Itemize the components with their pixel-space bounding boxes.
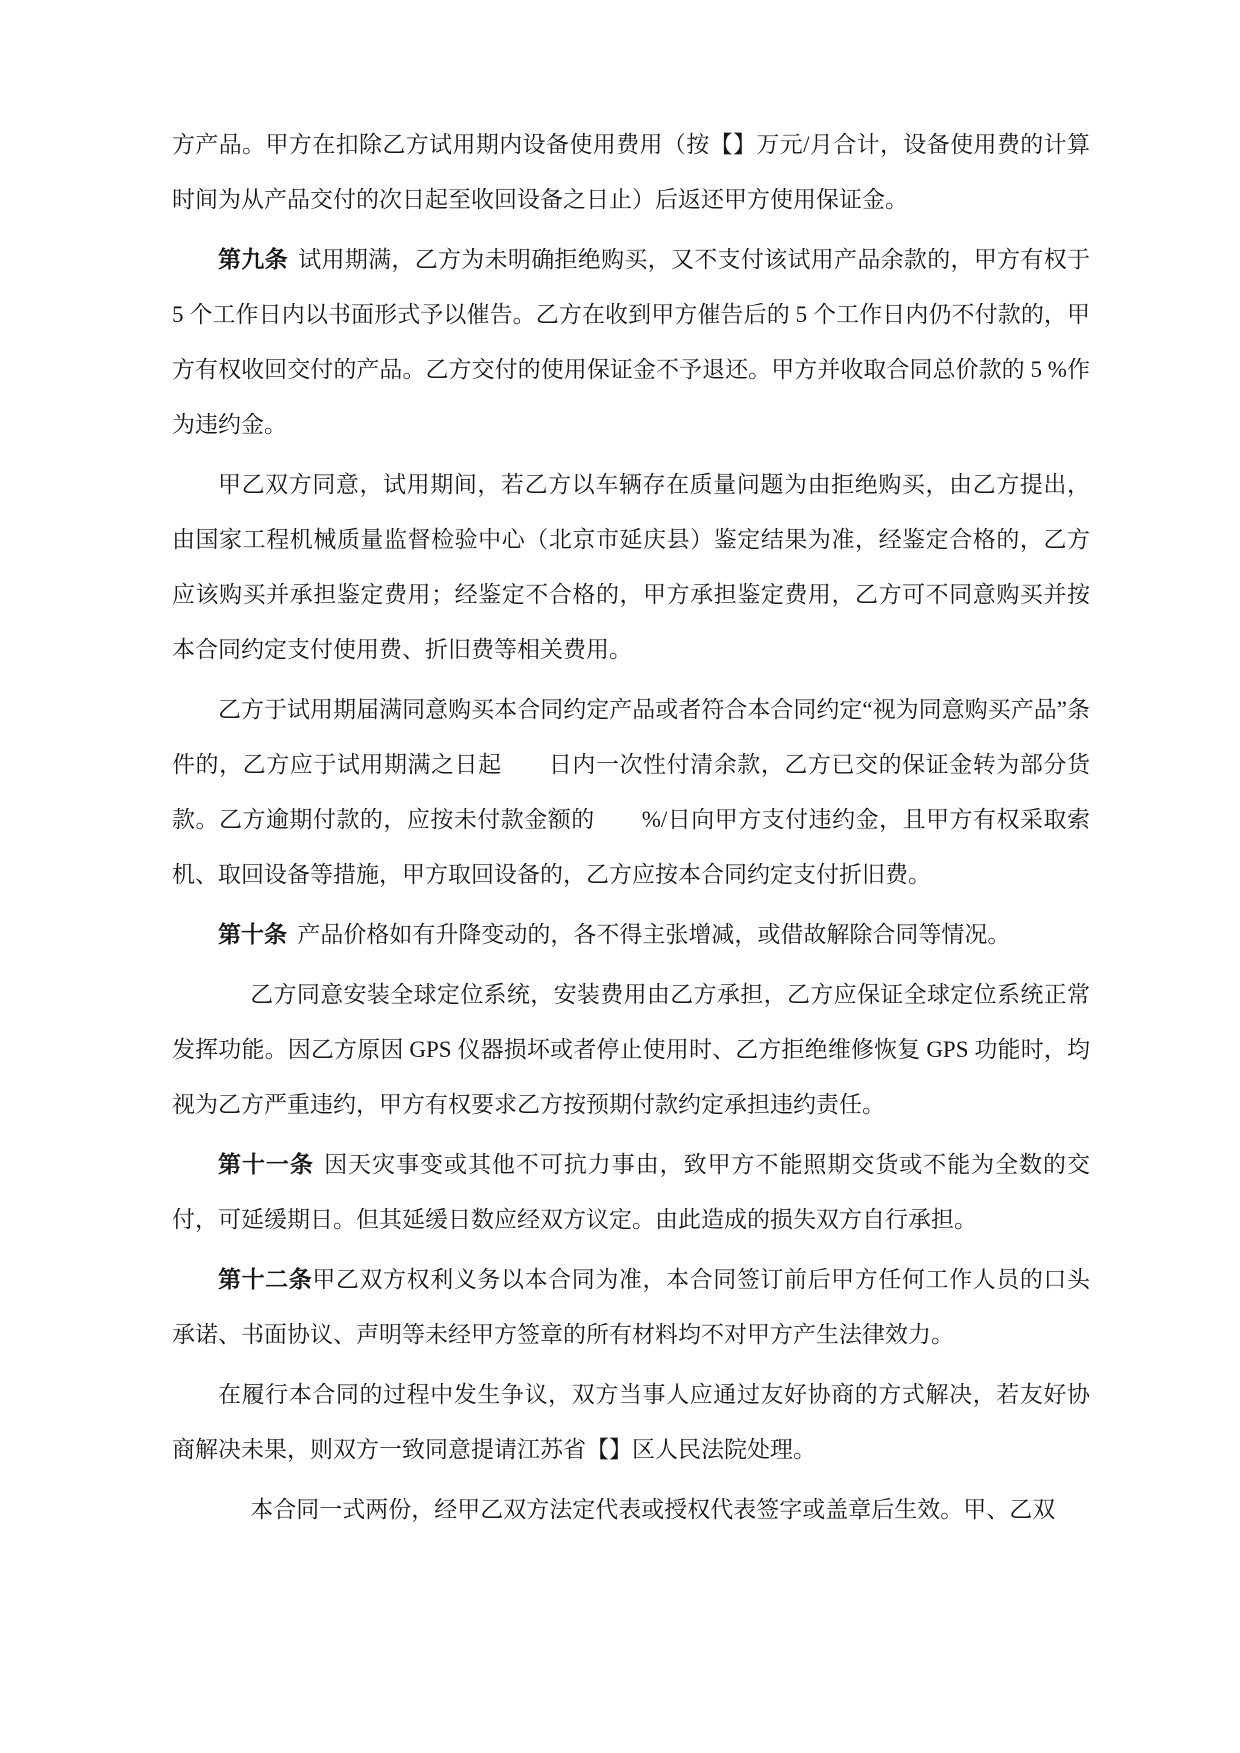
paragraph-dispute-resolution <box>172 1367 1090 1477</box>
paragraph-text: 本合同一式两份，经甲乙双方法定代表或授权代表签字或盖章后生效。甲、乙双 <box>250 1497 1056 1522</box>
paragraph-text: 甲乙双方权利义务以本合同为准，本合同签订前后甲方任何工作人员的口头承诺、书面协议、声明等未经甲方签章的所有材料均不对甲方产生法律效力。 <box>172 1267 1091 1347</box>
paragraph-counterparts <box>172 1482 1090 1537</box>
paragraph-text: 因天灾事变或其他不可抗力事由，致甲方不能照期交货或不能为全数的交付，可延缓期日。但其延缓日数应经双方议定。由此造成的损失双方自行承担。 <box>172 1152 1091 1232</box>
paragraph-text: 在履行本合同的过程中发生争议，双方当事人应通过友好协商的方式解决，若友好协商解决未果，则双方一致同意提请江苏省【】区人民法院处理。 <box>172 1382 1090 1462</box>
article-11-heading: 第十一条 <box>218 1152 314 1177</box>
paragraph-balance-payment <box>172 682 1090 902</box>
article-12-heading: 第十二条 <box>218 1267 313 1292</box>
paragraph-text: 方产品。甲方在扣除乙方试用期内设备使用费用（按【】万元/月合计，设备使用费的计算时间为从产品交付的次日起至收回设备之日止）后返还甲方使用保证金。 <box>172 132 1090 212</box>
paragraph-text: 乙方同意安装全球定位系统，安装费用由乙方承担，乙方应保证全球定位系统正常发挥功能。因乙方原因 GPS 仪器损坏或者停止使用时、乙方拒绝维修恢复 GPS 功能时，均视为乙方严重违约，甲方有权要求乙方按预期付款约定承担违约责任。 <box>172 982 1090 1117</box>
paragraph-text: 乙方于试用期届满同意购买本合同约定产品或者符合本合同约定“视为同意购买产品”条件的，乙方应于试用期满之日起 日内一次性付清余款，乙方已交的保证金转为部分货款。乙方逾期付款的，应按未付款金额的 %/日向甲方支付违约金，且甲方有权采取索机、取回设备等措施，甲方取回设备的，乙方应按本合同约定支付折旧费。 <box>172 697 1090 887</box>
paragraph-article-9 <box>172 232 1090 452</box>
article-9-heading: 第九条 <box>218 247 288 272</box>
paragraph-article-12 <box>172 1252 1090 1362</box>
article-10-heading: 第十条 <box>218 922 287 947</box>
paragraph-text: 甲乙双方同意，试用期间，若乙方以车辆存在质量问题为由拒绝购买，由乙方提出，由国家工程机械质量监督检验中心（北京市延庆县）鉴定结果为准，经鉴定合格的，乙方应该购买并承担鉴定费用；经鉴定不合格的，甲方承担鉴定费用，乙方可不同意购买并按本合同约定支付使用费、折旧费等相关费用。 <box>172 472 1090 662</box>
paragraph-text: 试用期满，乙方为未明确拒绝购买，又不支付该试用产品余款的，甲方有权于 5 个工作日内以书面形式予以催告。乙方在收到甲方催告后的 5 个工作日内仍不付款的，甲方有权收回交付的产品。乙方交付的使用保证金不予退还。甲方并收取合同总价款的 5 %作为违约金。 <box>172 247 1091 437</box>
paragraph-article-11 <box>172 1137 1090 1247</box>
paragraph-article-10 <box>172 907 1090 962</box>
paragraph-text: 产品价格如有升降变动的，各不得主张增减，或借故解除合同等情况。 <box>297 922 1011 947</box>
paragraph-quality-dispute <box>172 457 1090 677</box>
paragraph-continuation <box>172 117 1090 227</box>
paragraph-gps <box>172 967 1090 1132</box>
